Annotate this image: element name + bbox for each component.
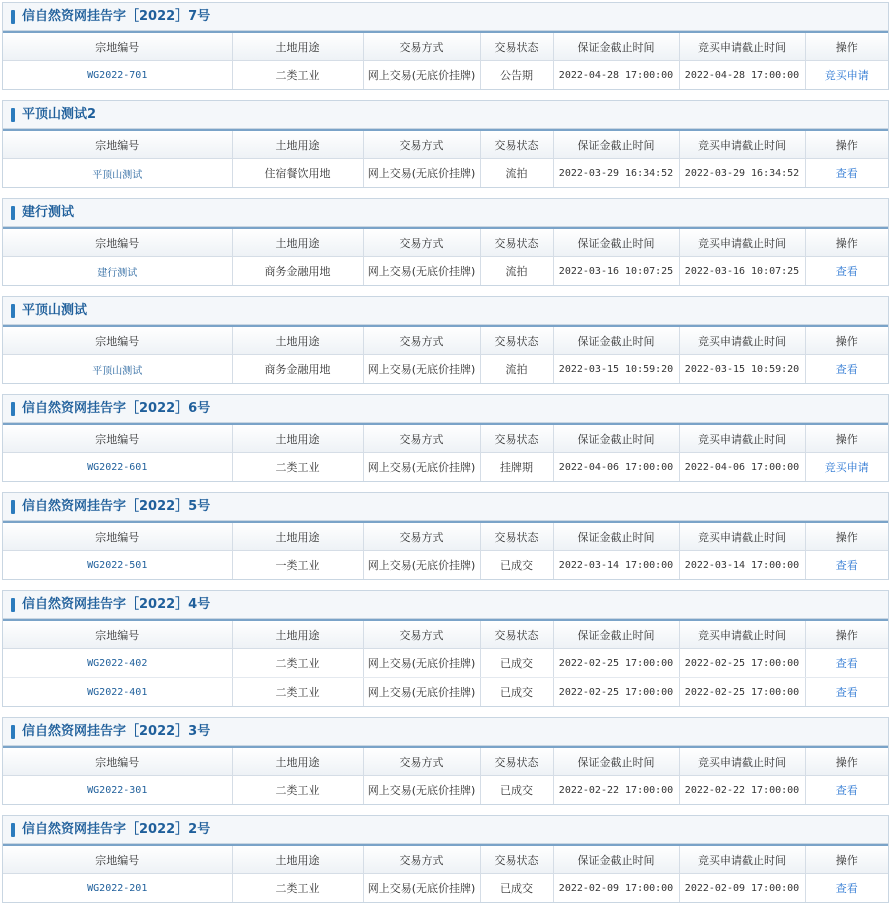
column-header: 土地用途 <box>232 228 363 257</box>
cell-use: 二类工业 <box>232 61 363 90</box>
cell-method: 网上交易(无底价挂牌) <box>363 257 480 286</box>
cell-apply-deadline: 2022-02-22 17:00:00 <box>679 776 805 805</box>
title-marker-icon <box>11 500 15 514</box>
cell-action <box>805 453 888 482</box>
cell-use: 二类工业 <box>232 874 363 903</box>
view-link[interactable]: 查看 <box>835 784 858 797</box>
view-link[interactable]: 查看 <box>835 657 858 670</box>
column-header: 宗地编号 <box>3 747 232 776</box>
column-header: 操作 <box>805 32 888 61</box>
listing-table <box>3 31 888 89</box>
cell-use: 二类工业 <box>232 453 363 482</box>
column-header: 交易状态 <box>480 747 553 776</box>
table-row <box>3 355 888 384</box>
cell-action <box>805 678 888 707</box>
table-header-row <box>3 845 888 874</box>
cell-deposit-deadline: 2022-04-28 17:00:00 <box>553 61 679 90</box>
section-title <box>3 199 888 227</box>
cell-code <box>3 159 232 188</box>
column-header: 竞买申请截止时间 <box>679 845 805 874</box>
cell-status: 流拍 <box>480 159 553 188</box>
cell-method: 网上交易(无底价挂牌) <box>363 159 480 188</box>
column-header: 竞买申请截止时间 <box>679 326 805 355</box>
cell-method: 网上交易(无底价挂牌) <box>363 551 480 580</box>
table-header-row <box>3 747 888 776</box>
column-header: 宗地编号 <box>3 845 232 874</box>
cell-action <box>805 776 888 805</box>
column-header: 宗地编号 <box>3 522 232 551</box>
section-title <box>3 816 888 844</box>
column-header: 土地用途 <box>232 522 363 551</box>
cell-use: 一类工业 <box>232 551 363 580</box>
column-header: 交易方式 <box>363 620 480 649</box>
cell-deposit-deadline: 2022-02-25 17:00:00 <box>553 649 679 678</box>
section-title <box>3 395 888 423</box>
view-link[interactable]: 查看 <box>835 686 858 699</box>
section-title <box>3 718 888 746</box>
table-row <box>3 257 888 286</box>
listing-section <box>2 717 889 805</box>
column-header: 土地用途 <box>232 845 363 874</box>
table-header-row <box>3 522 888 551</box>
column-header: 竞买申请截止时间 <box>679 130 805 159</box>
column-header: 保证金截止时间 <box>553 845 679 874</box>
cell-code <box>3 453 232 482</box>
cell-apply-deadline: 2022-04-06 17:00:00 <box>679 453 805 482</box>
column-header: 宗地编号 <box>3 424 232 453</box>
cell-method: 网上交易(无底价挂牌) <box>363 61 480 90</box>
column-header: 交易方式 <box>363 522 480 551</box>
parcel-code-link[interactable]: WG2022-701 <box>87 69 148 81</box>
table-header-row <box>3 424 888 453</box>
listing-table <box>3 227 888 285</box>
cell-action <box>805 874 888 903</box>
cell-use: 二类工业 <box>232 776 363 805</box>
column-header: 宗地编号 <box>3 620 232 649</box>
cell-method: 网上交易(无底价挂牌) <box>363 453 480 482</box>
cell-action <box>805 61 888 90</box>
cell-status: 挂牌期 <box>480 453 553 482</box>
table-header-row <box>3 620 888 649</box>
cell-deposit-deadline: 2022-02-25 17:00:00 <box>553 678 679 707</box>
column-header: 交易状态 <box>480 424 553 453</box>
listing-section <box>2 394 889 482</box>
table-row <box>3 874 888 903</box>
cell-deposit-deadline: 2022-02-09 17:00:00 <box>553 874 679 903</box>
table-row <box>3 551 888 580</box>
column-header: 交易方式 <box>363 32 480 61</box>
title-marker-icon <box>11 108 15 122</box>
section-title <box>3 101 888 129</box>
view-link[interactable]: 查看 <box>835 363 858 376</box>
column-header: 交易方式 <box>363 424 480 453</box>
cell-status: 流拍 <box>480 257 553 286</box>
cell-method: 网上交易(无底价挂牌) <box>363 649 480 678</box>
cell-code <box>3 776 232 805</box>
table-header-row <box>3 326 888 355</box>
cell-deposit-deadline: 2022-03-16 10:07:25 <box>553 257 679 286</box>
bid-apply-link[interactable]: 竞买申请 <box>824 69 869 82</box>
parcel-code-link[interactable]: WG2022-601 <box>87 461 148 473</box>
table-row <box>3 159 888 188</box>
section-title-text: 平顶山测试2 <box>22 107 97 122</box>
cell-action <box>805 649 888 678</box>
section-title-text: 信自然资网挂告字［2022］2号 <box>22 822 211 837</box>
cell-deposit-deadline: 2022-02-22 17:00:00 <box>553 776 679 805</box>
cell-deposit-deadline: 2022-04-06 17:00:00 <box>553 453 679 482</box>
column-header: 操作 <box>805 845 888 874</box>
cell-status: 已成交 <box>480 678 553 707</box>
listing-section <box>2 198 889 286</box>
column-header: 保证金截止时间 <box>553 32 679 61</box>
listing-section <box>2 296 889 384</box>
cell-code <box>3 355 232 384</box>
bid-apply-link[interactable]: 竞买申请 <box>824 461 869 474</box>
listing-table <box>3 844 888 902</box>
column-header: 交易状态 <box>480 845 553 874</box>
parcel-code-link[interactable]: WG2022-501 <box>87 559 148 571</box>
parcel-code-link[interactable]: 平顶山测试 <box>92 169 143 181</box>
table-row <box>3 61 888 90</box>
listing-section <box>2 100 889 188</box>
column-header: 宗地编号 <box>3 32 232 61</box>
cell-apply-deadline: 2022-02-25 17:00:00 <box>679 649 805 678</box>
cell-deposit-deadline: 2022-03-14 17:00:00 <box>553 551 679 580</box>
column-header: 交易状态 <box>480 228 553 257</box>
cell-method: 网上交易(无底价挂牌) <box>363 355 480 384</box>
listing-table <box>3 521 888 579</box>
column-header: 竞买申请截止时间 <box>679 620 805 649</box>
section-title <box>3 591 888 619</box>
table-header-row <box>3 32 888 61</box>
column-header: 交易方式 <box>363 130 480 159</box>
cell-status: 已成交 <box>480 551 553 580</box>
cell-code <box>3 61 232 90</box>
listing-table <box>3 746 888 804</box>
section-title-text: 信自然资网挂告字［2022］4号 <box>22 597 211 612</box>
column-header: 操作 <box>805 424 888 453</box>
title-marker-icon <box>11 598 15 612</box>
column-header: 交易状态 <box>480 32 553 61</box>
cell-action <box>805 159 888 188</box>
column-header: 交易方式 <box>363 326 480 355</box>
cell-code <box>3 678 232 707</box>
column-header: 交易状态 <box>480 522 553 551</box>
cell-use: 商务金融用地 <box>232 257 363 286</box>
listing-table <box>3 619 888 706</box>
column-header: 保证金截止时间 <box>553 228 679 257</box>
section-title-text: 信自然资网挂告字［2022］5号 <box>22 499 211 514</box>
cell-method: 网上交易(无底价挂牌) <box>363 678 480 707</box>
column-header: 保证金截止时间 <box>553 130 679 159</box>
column-header: 交易状态 <box>480 620 553 649</box>
column-header: 操作 <box>805 130 888 159</box>
cell-status: 已成交 <box>480 874 553 903</box>
column-header: 土地用途 <box>232 747 363 776</box>
table-row <box>3 649 888 678</box>
column-header: 宗地编号 <box>3 326 232 355</box>
column-header: 保证金截止时间 <box>553 522 679 551</box>
column-header: 交易方式 <box>363 747 480 776</box>
cell-action <box>805 551 888 580</box>
listing-table <box>3 325 888 383</box>
column-header: 宗地编号 <box>3 228 232 257</box>
section-title-text: 信自然资网挂告字［2022］6号 <box>22 401 211 416</box>
column-header: 交易状态 <box>480 326 553 355</box>
section-title <box>3 3 888 31</box>
parcel-code-link[interactable]: WG2022-402 <box>87 657 148 669</box>
parcel-code-link[interactable]: 平顶山测试 <box>92 365 143 377</box>
column-header: 操作 <box>805 747 888 776</box>
section-title-text: 建行测试 <box>22 205 75 220</box>
column-header: 竞买申请截止时间 <box>679 747 805 776</box>
column-header: 宗地编号 <box>3 130 232 159</box>
table-header-row <box>3 228 888 257</box>
listing-table <box>3 423 888 481</box>
cell-apply-deadline: 2022-03-29 16:34:52 <box>679 159 805 188</box>
cell-deposit-deadline: 2022-03-15 10:59:20 <box>553 355 679 384</box>
view-link[interactable]: 查看 <box>835 882 858 895</box>
column-header: 保证金截止时间 <box>553 620 679 649</box>
view-link[interactable]: 查看 <box>835 167 858 180</box>
section-title-text: 信自然资网挂告字［2022］3号 <box>22 724 211 739</box>
listing-section <box>2 492 889 580</box>
title-marker-icon <box>11 304 15 318</box>
table-row <box>3 776 888 805</box>
column-header: 保证金截止时间 <box>553 326 679 355</box>
section-title-text: 信自然资网挂告字［2022］7号 <box>22 9 211 24</box>
cell-status: 公告期 <box>480 61 553 90</box>
column-header: 交易状态 <box>480 130 553 159</box>
cell-code <box>3 874 232 903</box>
cell-method: 网上交易(无底价挂牌) <box>363 874 480 903</box>
parcel-code-link[interactable]: WG2022-401 <box>87 686 148 698</box>
column-header: 交易方式 <box>363 845 480 874</box>
cell-apply-deadline: 2022-02-25 17:00:00 <box>679 678 805 707</box>
listing-section <box>2 590 889 707</box>
cell-apply-deadline: 2022-04-28 17:00:00 <box>679 61 805 90</box>
column-header: 土地用途 <box>232 130 363 159</box>
listing-table <box>3 129 888 187</box>
cell-apply-deadline: 2022-03-15 10:59:20 <box>679 355 805 384</box>
column-header: 土地用途 <box>232 32 363 61</box>
table-header-row <box>3 130 888 159</box>
column-header: 操作 <box>805 228 888 257</box>
column-header: 操作 <box>805 522 888 551</box>
column-header: 竞买申请截止时间 <box>679 522 805 551</box>
column-header: 保证金截止时间 <box>553 747 679 776</box>
column-header: 竞买申请截止时间 <box>679 228 805 257</box>
column-header: 操作 <box>805 620 888 649</box>
title-marker-icon <box>11 206 15 220</box>
cell-status: 已成交 <box>480 776 553 805</box>
column-header: 保证金截止时间 <box>553 424 679 453</box>
cell-apply-deadline: 2022-03-16 10:07:25 <box>679 257 805 286</box>
section-title <box>3 297 888 325</box>
title-marker-icon <box>11 402 15 416</box>
cell-use: 住宿餐饮用地 <box>232 159 363 188</box>
table-row <box>3 678 888 707</box>
cell-code <box>3 257 232 286</box>
view-link[interactable]: 查看 <box>835 265 858 278</box>
cell-action <box>805 257 888 286</box>
column-header: 交易方式 <box>363 228 480 257</box>
table-row <box>3 453 888 482</box>
listing-section <box>2 2 889 90</box>
column-header: 竞买申请截止时间 <box>679 424 805 453</box>
cell-use: 二类工业 <box>232 678 363 707</box>
cell-code <box>3 551 232 580</box>
cell-status: 已成交 <box>480 649 553 678</box>
cell-deposit-deadline: 2022-03-29 16:34:52 <box>553 159 679 188</box>
section-title-text: 平顶山测试 <box>22 303 88 318</box>
parcel-code-link[interactable]: WG2022-301 <box>87 784 148 796</box>
title-marker-icon <box>11 823 15 837</box>
title-marker-icon <box>11 725 15 739</box>
parcel-code-link[interactable]: 建行测试 <box>97 267 138 279</box>
view-link[interactable]: 查看 <box>835 559 858 572</box>
column-header: 土地用途 <box>232 620 363 649</box>
cell-use: 商务金融用地 <box>232 355 363 384</box>
parcel-code-link[interactable]: WG2022-201 <box>87 882 148 894</box>
section-title <box>3 493 888 521</box>
cell-apply-deadline: 2022-02-09 17:00:00 <box>679 874 805 903</box>
column-header: 竞买申请截止时间 <box>679 32 805 61</box>
cell-status: 流拍 <box>480 355 553 384</box>
cell-method: 网上交易(无底价挂牌) <box>363 776 480 805</box>
column-header: 土地用途 <box>232 424 363 453</box>
listing-section <box>2 815 889 903</box>
cell-action <box>805 355 888 384</box>
column-header: 土地用途 <box>232 326 363 355</box>
cell-apply-deadline: 2022-03-14 17:00:00 <box>679 551 805 580</box>
title-marker-icon <box>11 10 15 24</box>
column-header: 操作 <box>805 326 888 355</box>
cell-use: 二类工业 <box>232 649 363 678</box>
cell-code <box>3 649 232 678</box>
